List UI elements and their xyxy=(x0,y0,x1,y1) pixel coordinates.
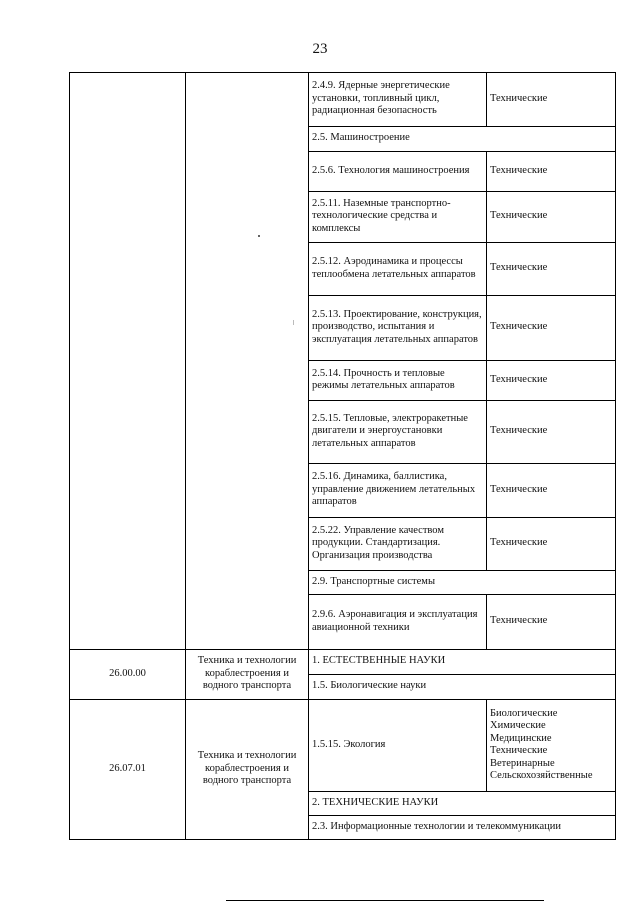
specialty-cell: 2.5.6. Технология машиностроения xyxy=(309,152,487,192)
group-cell: 2.3. Информационные технологии и телекоммуникации xyxy=(309,816,616,840)
program-name: Техника и технологии кораблестроения и водного транспорта xyxy=(186,700,309,840)
science-field-cell: Технические xyxy=(487,595,616,650)
group-cell: 1.5. Биологические науки xyxy=(309,675,616,700)
science-area-cell: 2. ТЕХНИЧЕСКИЕ НАУКИ xyxy=(309,792,616,816)
specialty-cell: 2.5.16. Динамика, баллистика, управление движением летательных аппаратов xyxy=(309,464,487,518)
table-row xyxy=(70,73,616,127)
specialty-cell: 2.5.12. Аэродинамика и процессы теплообмена летательных аппаратов xyxy=(309,243,487,296)
science-field-cell: Технические xyxy=(487,518,616,571)
program-code: 26.00.00 xyxy=(70,650,186,700)
specialty-cell: 2.9.6. Аэронавигация и эксплуатация авиационной техники xyxy=(309,595,487,650)
specialty-cell: 2.5.11. Наземные транспортно-технологические средства и комплексы xyxy=(309,192,487,243)
specialty-cell: 2.5.22. Управление качеством продукции. Стандартизация. Организация производства xyxy=(309,518,487,571)
science-field-cell: Технические xyxy=(487,401,616,464)
specialty-cell: 2.5.15. Тепловые, электроракетные двигатели и энергоустановки летательных аппаратов xyxy=(309,401,487,464)
specialty-cell: 2.5.13. Проектирование, конструкция, производство, испытания и эксплуатация летательных аппаратов xyxy=(309,296,487,361)
science-field-cell: Технические xyxy=(487,296,616,361)
specialty-cell: 2.4.9. Ядерные энергетические установки, топливный цикл, радиационная безопасность xyxy=(309,73,487,127)
table-row xyxy=(70,700,616,792)
science-field-cell: Технические xyxy=(487,192,616,243)
group-cell: 2.5. Машиностроение xyxy=(309,127,616,152)
group-cell: 2.9. Транспортные системы xyxy=(309,571,616,595)
specialty-cell: 1.5.15. Экология xyxy=(309,700,487,792)
science-field-cell: Технические xyxy=(487,361,616,401)
page-number: 23 xyxy=(312,41,328,57)
science-field-cell: Биологические Химические Медицинские Технические Ветеринарные Сельскохозяйственные xyxy=(487,700,616,792)
science-area-cell: 1. ЕСТЕСТВЕННЫЕ НАУКИ xyxy=(309,650,616,675)
science-field-cell: Технические xyxy=(487,152,616,192)
page-bottom-rule xyxy=(226,900,544,901)
specialty-cell: 2.5.14. Прочность и тепловые режимы летательных аппаратов xyxy=(309,361,487,401)
program-name: Техника и технологии кораблестроения и водного транспорта xyxy=(186,650,309,700)
scan-mark xyxy=(293,320,294,325)
program-code: 26.07.01 xyxy=(70,700,186,840)
science-field-cell: Технические xyxy=(487,243,616,296)
code-cell-empty xyxy=(70,73,186,650)
table-row xyxy=(70,650,616,675)
name-cell-empty xyxy=(186,73,309,650)
scan-speck xyxy=(258,235,260,237)
specialties-table xyxy=(69,72,616,840)
science-field-cell: Технические xyxy=(487,73,616,127)
science-field-cell: Технические xyxy=(487,464,616,518)
